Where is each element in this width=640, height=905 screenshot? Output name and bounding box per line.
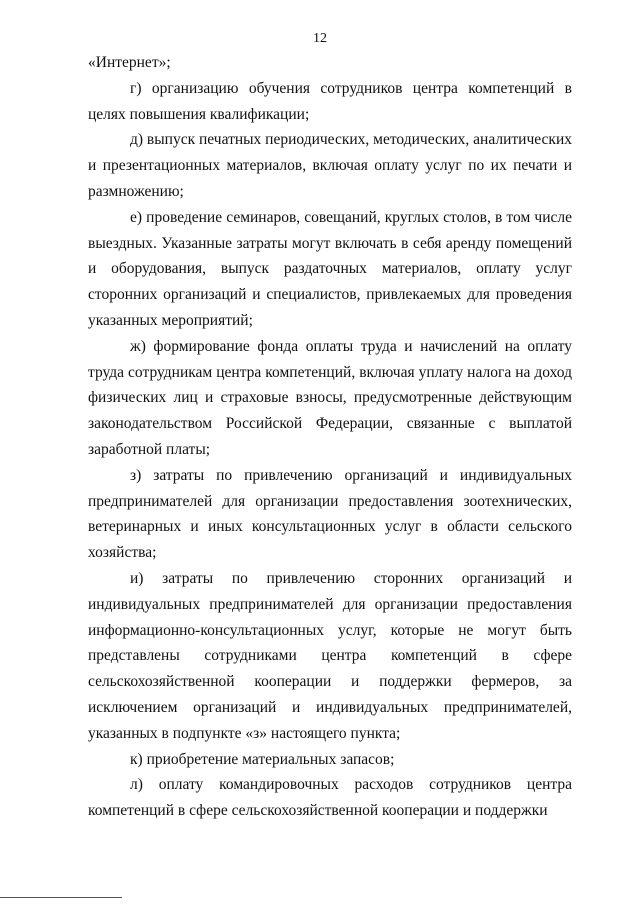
paragraph-item-e: е) проведение семинаров, совещаний, круглых столов, в том числе выездных. Указанные затраты могут включать в себя аренду помещений и оборудования, выпуск раздаточных материалов, оплату услуг сторонних организаций и специалистов, привлекаемых для проведения указанных мероприятий;	[88, 208, 572, 329]
paragraph-item-k: к) приобретение материальных запасов;	[130, 750, 395, 768]
paragraph-item-zh: ж) формирование фонда оплаты труда и начислений на оплату труда сотрудникам центра компетенций, включая уплату налога на доход физических лиц и страховые взносы, предусмотренные действующим законодательством Российской Федерации, связанные с выплатой заработной платы;	[88, 337, 572, 458]
paragraph-item-g: г) организацию обучения сотрудников центра компетенций в целях повышения квалификации;	[88, 79, 572, 123]
paragraph-item-l: л) оплату командировочных расходов сотрудников центра компетенций в сфере сельскохозяйственной кооперации и поддержки	[88, 776, 572, 820]
page-number: 12	[313, 31, 327, 46]
footnote-separator	[0, 897, 122, 898]
paragraph-continuation: «Интернет»;	[88, 54, 171, 71]
paragraph-item-d: д) выпуск печатных периодических, методических, аналитических и презентационных материалов, включая оплату услуг по их печати и размножению;	[88, 131, 572, 200]
document-body	[88, 50, 572, 824]
paragraph-item-z: з) затраты по привлечению организаций и индивидуальных предпринимателей для организации предоставления зоотехнических, ветеринарных и иных консультационных услуг в области сельского хозяйства;	[88, 466, 572, 562]
paragraph-item-i: и) затраты по привлечению сторонних организаций и индивидуальных предпринимателей для организации предоставления информационно-консультационных услуг, которые не могут быть представлены сотрудниками центра компетенций в сфере сельскохозяйственной кооперации и поддержки фермеров, за исключением организаций и индивидуальных предпринимателей, указанных в подпункте «з» настоящего пункта;	[88, 569, 572, 742]
